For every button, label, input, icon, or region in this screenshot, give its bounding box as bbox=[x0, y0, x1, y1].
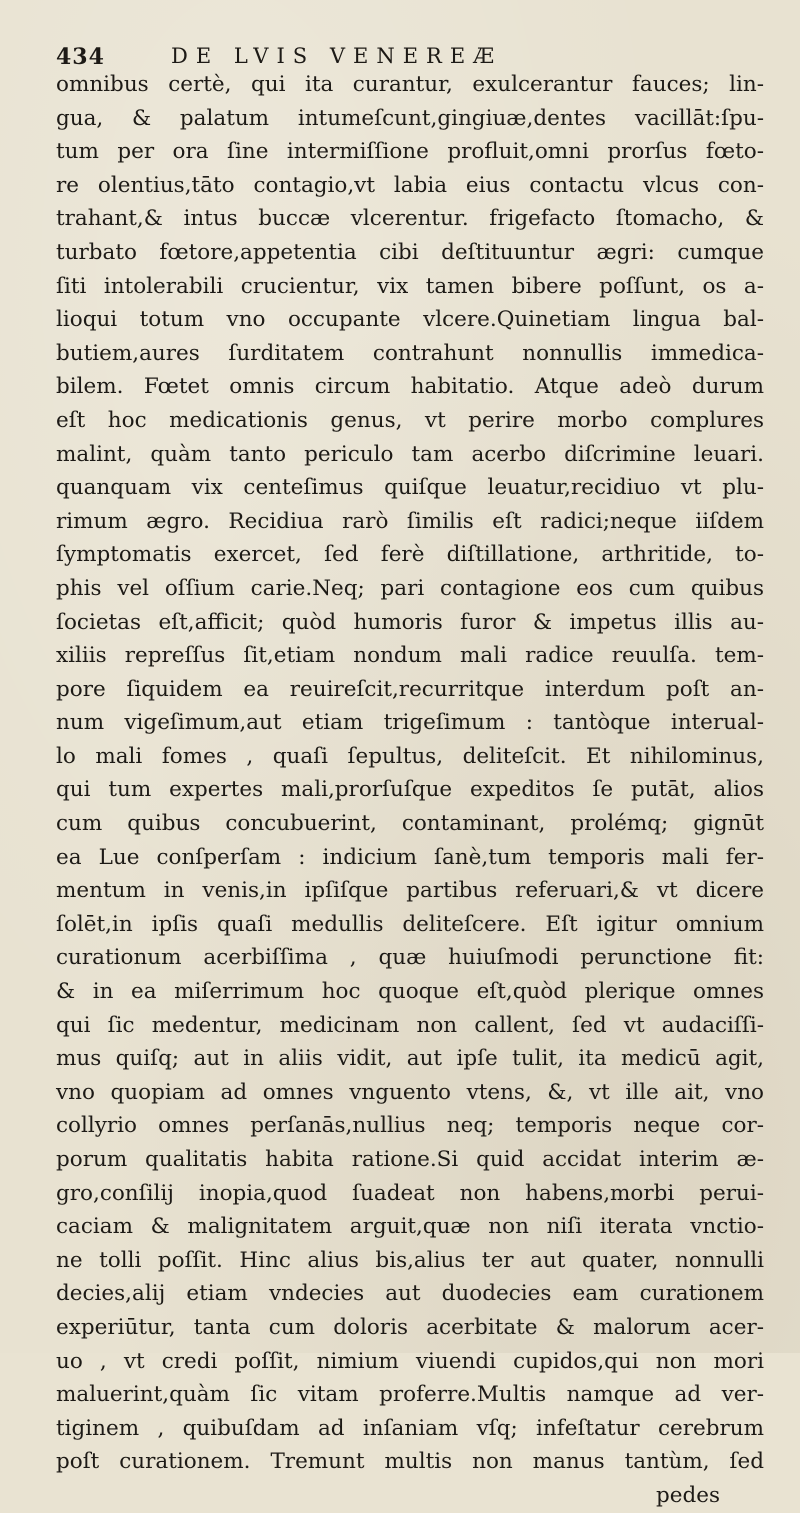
text-line: xiliis repreſſus ſit,etiam nondum mali radice reuulſa. tem- bbox=[56, 643, 764, 669]
text-line: cum quibus concubuerint, contaminant, prolémq; gignūt bbox=[56, 811, 764, 837]
text-line: pore ſiquidem ea reuireſcit,recurritque interdum poſt an- bbox=[56, 676, 764, 702]
text-line: experiūtur, tanta cum doloris acerbitate & malorum acer- bbox=[56, 1314, 764, 1340]
text-line: collyrio omnes perſanās,nullius neq; temporis neque cor- bbox=[56, 1113, 764, 1139]
text-line: qui tum expertes mali,prorſuſque expeditos ſe putāt, alios bbox=[56, 777, 764, 803]
page-number: 434 bbox=[56, 44, 105, 70]
text-line: porum qualitatis habita ratione.Si quid accidat interim æ- bbox=[56, 1147, 764, 1172]
text-line: ſiti intolerabili crucientur, vix tamen bibere poſſunt, os a- bbox=[56, 273, 764, 299]
text-line: curationum acerbiſſima , quæ huiuſmodi perunctione fit: bbox=[56, 945, 764, 971]
running-head: DE LVIS VENEREÆ bbox=[171, 44, 503, 68]
text-line: pedes bbox=[655, 1482, 720, 1508]
text-line: ne tolli poſſit. Hinc alius bis,alius ter aut quater, nonnulli bbox=[56, 1247, 764, 1273]
text-line: qui ſic medentur, medicinam non callent, ſed vt audaciſſi- bbox=[56, 1012, 764, 1038]
text-line: gua, & palatum intumeſcunt,gingiuæ,dentes vacillāt:ſpu- bbox=[56, 105, 764, 131]
text-line: ea Lue conſperſam : indicium ſanè,tum temporis mali fer- bbox=[56, 844, 764, 870]
text-line: omnibus certè, qui ita curantur, exulcerantur fauces; lin- bbox=[56, 72, 764, 97]
text-line: butiem,aures ſurditatem contrahunt nonnullis immedica- bbox=[56, 340, 764, 366]
text-line: trahant,& intus buccæ vlcerentur. frigefacto ſtomacho, & bbox=[56, 206, 764, 232]
text-line: maluerint,quàm ſic vitam proferre.Multis namque ad ver- bbox=[56, 1382, 764, 1408]
text-line: eſt hoc medicationis genus, vt perire morbo complures bbox=[56, 407, 764, 433]
text-line: mus quiſq; aut in aliis vidit, aut ipſe tulit, ita medicū agit, bbox=[56, 1046, 764, 1072]
text-line: poſt curationem. Tremunt multis non manus tantùm, ſed bbox=[56, 1449, 764, 1475]
text-line: ſymptomatis exercet, ſed ferè diſtillatione, arthritide, to- bbox=[56, 542, 764, 568]
text-line: & in ea miſerrimum hoc quoque eſt,quòd plerique omnes bbox=[56, 979, 764, 1005]
text-line: ſolēt,in ipſis quaſi medullis deliteſcere. Eſt igitur omnium bbox=[56, 911, 764, 937]
text-line: tiginem , quibuſdam ad inſaniam vſq; infeſtatur cerebrum bbox=[56, 1415, 764, 1441]
text-line: decies,alij etiam vndecies aut duodecies eam curationem bbox=[56, 1281, 764, 1307]
text-line: gro,conſilij inopia,quod ſuadeat non habens,morbi perui- bbox=[56, 1180, 764, 1206]
text-line: quanquam vix centeſimus quiſque leuatur,recidiuo vt plu- bbox=[56, 475, 764, 501]
text-line: mentum in venis,in ipſiſque partibus referuari,& vt dicere bbox=[56, 878, 764, 904]
text-line: bilem. Fœtet omnis circum habitatio. Atque adeò durum bbox=[56, 374, 764, 400]
text-line: turbato fœtore,appetentia cibi deſtituuntur ægri: cumque bbox=[56, 239, 764, 265]
text-line: lo mali fomes , quaſi ſepultus, deliteſcit. Et nihilominus, bbox=[56, 743, 764, 769]
text-line: vno quopiam ad omnes vnguento vtens, &, vt ille ait, vno bbox=[56, 1079, 764, 1105]
text-line: re olentius,tāto contagio,vt labia eius contactu vlcus con- bbox=[56, 172, 764, 198]
text-line: lioqui totum vno occupante vlcere.Quinetiam lingua bal- bbox=[56, 307, 764, 333]
text-line: phis vel oſſium carie.Neq; pari contagione eos cum quibus bbox=[56, 575, 764, 601]
text-line: tum per ora ſine intermiſſione profluit,omni prorſus fœto- bbox=[56, 139, 764, 165]
text-line: malint, quàm tanto periculo tam acerbo diſcrimine leuari. bbox=[56, 441, 764, 467]
text-line: num vigeſimum,aut etiam trigeſimum : tantòque interual- bbox=[56, 710, 764, 736]
text-line: uo , vt credi poſſit, nimium viuendi cupidos,qui non mori bbox=[56, 1348, 764, 1374]
text-line: caciam & malignitatem arguit,quæ non niſi iterata vnctio- bbox=[56, 1214, 764, 1240]
body-text bbox=[56, 68, 764, 1513]
text-line: rimum ægro. Recidiua rarò ſimilis eſt radici;neque iiſdem bbox=[56, 508, 764, 534]
text-line: ſocietas eſt,afficit; quòd humoris furor & impetus illis au- bbox=[56, 609, 764, 635]
